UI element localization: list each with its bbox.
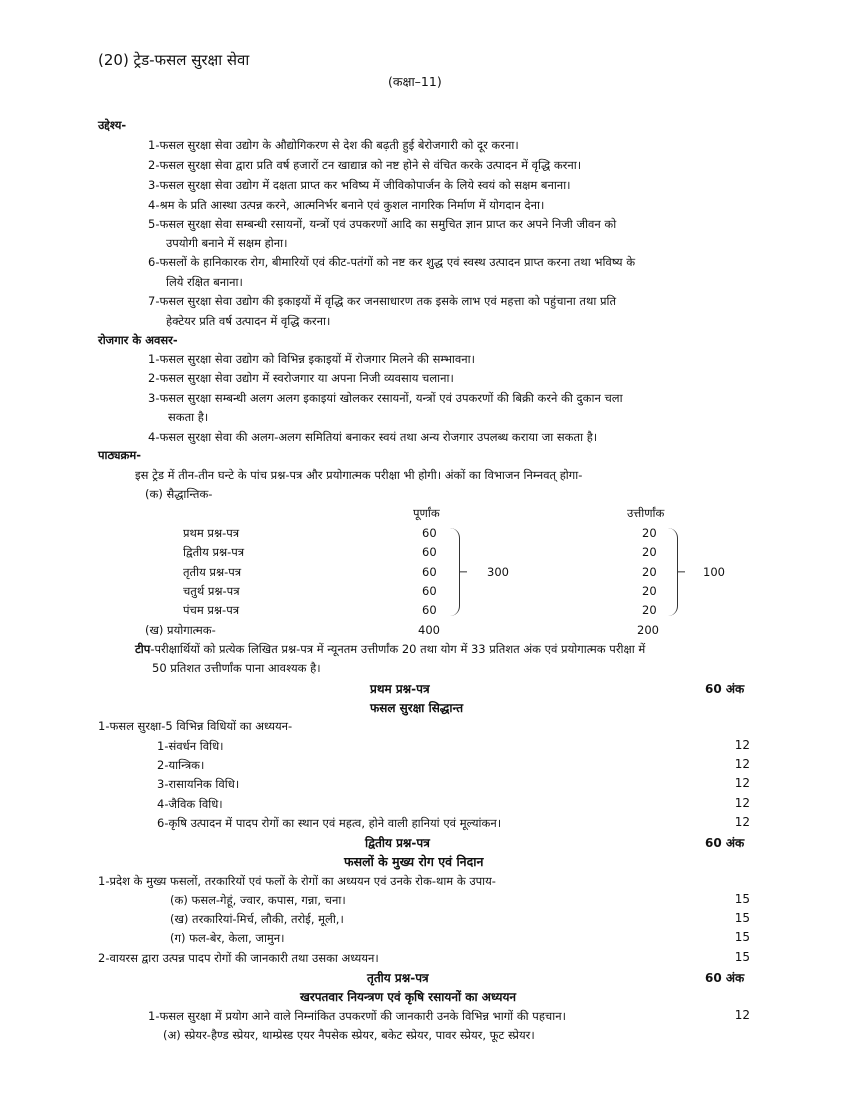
paper-pass-marks: 20: [642, 545, 657, 559]
paper3-sub-a: (अ) स्प्रेयर-हैण्ड स्प्रेयर, थाम्प्रेस्ड एयर नैपसेक स्प्रेयर, बकेट स्प्रेयर, पावर स्प्रेयर, फूट स्प्रेयर।: [163, 1028, 535, 1042]
paper1-lead: 1-फसल सुरक्षा-5 विभिन्न विधियों का अध्ययन-: [98, 719, 293, 733]
paper-name: चतुर्थ प्रश्न-पत्र: [183, 584, 240, 598]
paper-pass-marks: 20: [642, 603, 657, 617]
objective-item: 6-फसलों के हानिकारक रोग, बीमारियों एवं कीट-पतंगों को नष्ट कर शुद्ध एवं स्वस्थ उत्पादन प्राप्त करना तथा भविष्य के: [148, 255, 636, 269]
note-lead: टीप: [135, 642, 151, 656]
syllabus-intro: इस ट्रेड में तीन-तीन घन्टे के पांच प्रश्न-पत्र और प्रयोगात्मक परीक्षा भी होगी। अंकों का विभाजन निम्नवत् होगा-: [135, 468, 583, 482]
paper1-item-marks: 12: [734, 738, 750, 752]
practical-label: (ख) प्रयोगात्मक-: [145, 623, 216, 637]
paper1-item: 2-यान्त्रिक।: [157, 758, 205, 772]
paper1-item-marks: 12: [734, 815, 750, 829]
full-marks-brace: [447, 528, 460, 616]
paper-full-marks: 60: [422, 584, 437, 598]
objectives-heading: उद्देश्य-: [98, 118, 127, 132]
paper1-item: 1-संवर्धन विधि।: [157, 739, 224, 753]
paper2-item: (ख) तरकारियां-मिर्च, लौकी, तरोई, मूली,।: [170, 912, 344, 926]
employment-item: 1-फसल सुरक्षा सेवा उद्योग को विभिन्न इकाइयों में रोजगार मिलने की सम्भावना।: [148, 352, 476, 366]
paper3-title: तृतीय प्रश्न-पत्र: [367, 971, 429, 985]
objective-item-cont: उपयोगी बनाने में सक्षम होना।: [166, 236, 288, 250]
pass-marks-header: उत्तीर्णांक: [627, 506, 665, 520]
objective-item: 5-फसल सुरक्षा सेवा सम्बन्धी रसायनों, यन्त्रों एवं उपकरणों आदि का समुचित ज्ञान प्राप्त कर अपने निजी जीवन को: [148, 217, 617, 231]
objective-item: 7-फसल सुरक्षा सेवा उद्योग की इकाइयों में वृद्धि कर जनसाधारण तक इसके लाभ एवं महत्ता को पहुंचाना तथा प्रति: [148, 294, 617, 308]
total-full-marks: 300: [487, 565, 509, 579]
paper2-item: (ग) फल-बेर, केला, जामुन।: [170, 931, 285, 945]
paper1-item-marks: 12: [734, 796, 750, 810]
employment-item: 4-फसल सुरक्षा सेवा की अलग-अलग समितियां बनाकर स्वयं तथा अन्य रोजगार उपलब्ध कराया जा सकता है।: [148, 430, 598, 444]
document-title: (20) ट्रेड-फसल सुरक्षा सेवा: [98, 51, 250, 69]
paper1-item: 3-रासायनिक विधि।: [157, 777, 240, 791]
full-marks-header: पूर्णांक: [413, 506, 440, 520]
employment-item-cont: सकता है।: [168, 410, 209, 424]
paper-name: प्रथम प्रश्न-पत्र: [183, 526, 240, 540]
paper1-subtitle: फसल सुरक्षा सिद्धान्त: [370, 701, 464, 715]
paper3-marks: 60 अंक: [705, 971, 745, 985]
paper2-item2: 2-वायरस द्वारा उत्पन्न पादप रोगों की जानकारी तथा उसका अध्ययन।: [98, 951, 379, 965]
paper-pass-marks: 20: [642, 565, 657, 579]
paper1-marks: 60 अंक: [705, 682, 745, 696]
paper2-marks: 60 अंक: [705, 836, 745, 850]
total-pass-marks: 100: [703, 565, 725, 579]
paper3-item1: 1-फसल सुरक्षा में प्रयोग आने वाले निम्नांकित उपकरणों की जानकारी उनके विभिन्न भागों की पहचान।: [148, 1009, 566, 1023]
paper2-item-marks: 15: [734, 911, 750, 925]
paper-full-marks: 60: [422, 565, 437, 579]
paper1-item-marks: 12: [734, 776, 750, 790]
objective-item: 2-फसल सुरक्षा सेवा द्वारा प्रति वर्ष हजारों टन खाद्यान्न को नष्ट होने से वंचित करके उत्पादन में वृद्धि करना।: [148, 158, 582, 172]
paper2-item2-marks: 15: [734, 950, 750, 964]
paper2-item-marks: 15: [734, 892, 750, 906]
paper1-item: 6-कृषि उत्पादन में पादप रोगों का स्थान एवं महत्व, होने वाली हानियां एवं मूल्यांकन।: [157, 816, 502, 830]
employment-item: 3-फसल सुरक्षा सम्बन्धी अलग अलग इकाइयां खोलकर रसायनों, यन्त्रों एवं उपकरणों की बिक्री करने की दुकान चला: [148, 391, 623, 405]
practical-full-marks: 400: [418, 623, 440, 637]
employment-item: 2-फसल सुरक्षा सेवा उद्योग में स्वरोजगार या अपना निजी व्यवसाय चलाना।: [148, 371, 454, 385]
theory-label: (क) सैद्धान्तिक-: [145, 487, 213, 501]
syllabus-heading: पाठ्यक्रम-: [98, 448, 141, 462]
paper2-lead: 1-प्रदेश के मुख्य फसलों, तरकारियों एवं फलों के रोगों का अध्ययन एवं उनके रोक-थाम के उपाय-: [98, 874, 496, 888]
paper-name: पंचम प्रश्न-पत्र: [183, 603, 240, 617]
paper-full-marks: 60: [422, 526, 437, 540]
pass-marks-brace: [665, 528, 678, 616]
paper2-subtitle: फसलों के मुख्य रोग एवं निदान: [344, 854, 484, 869]
employment-heading: रोजगार के अवसर-: [98, 333, 178, 347]
paper-pass-marks: 20: [642, 526, 657, 540]
note-line: [135, 641, 645, 657]
objective-item: 3-फसल सुरक्षा सेवा उद्योग में दक्षता प्राप्त कर भविष्य में जीविकोपार्जन के लिये स्वयं को सक्षम बनाना।: [148, 178, 571, 192]
paper1-item-marks: 12: [734, 757, 750, 771]
paper-full-marks: 60: [422, 545, 437, 559]
paper1-title: प्रथम प्रश्न-पत्र: [370, 682, 430, 696]
objective-item: 1-फसल सुरक्षा सेवा उद्योग के औद्योगिकरण से देश की बढ़ती हुई बेरोजगारी को दूर करना।: [148, 138, 519, 152]
paper-name: द्वितीय प्रश्न-पत्र: [183, 545, 245, 559]
paper3-subtitle: खरपतवार नियन्त्रण एवं कृषि रसायनों का अध्ययन: [300, 990, 517, 1004]
objective-item-cont: हेक्टेयर प्रति वर्ष उत्पादन में वृद्धि करना।: [166, 314, 331, 328]
paper-name: तृतीय प्रश्न-पत्र: [183, 565, 242, 579]
paper3-item1-marks: 12: [734, 1008, 750, 1022]
class-label: (कक्षा–11): [388, 74, 442, 89]
paper2-item-marks: 15: [734, 930, 750, 944]
paper-pass-marks: 20: [642, 584, 657, 598]
practical-pass-marks: 200: [637, 623, 659, 637]
paper2-title: द्वितीय प्रश्न-पत्र: [365, 836, 430, 850]
paper-full-marks: 60: [422, 603, 437, 617]
paper1-item: 4-जैविक विधि।: [157, 797, 223, 811]
objective-item: 4-श्रम के प्रति आस्था उत्पन्न करने, आत्मनिर्भर बनाने एवं कुशल नागरिक निर्माण में योगदान देना।: [148, 198, 545, 212]
objective-item-cont: लिये रक्षित बनाना।: [166, 275, 243, 289]
note-line-cont: 50 प्रतिशत उत्तीर्णांक पाना आवश्यक है।: [152, 661, 321, 675]
paper2-item: (क) फसल-गेहूं, ज्वार, कपास, गन्ना, चना।: [170, 893, 346, 907]
note-text: -परीक्षार्थियों को प्रत्येक लिखित प्रश्न-पत्र में न्यूनतम उत्तीर्णांक 20 तथा योग में 33 प्रतिशत अंक एवं प्रयोगात्मक परीक्षा में: [150, 642, 646, 656]
